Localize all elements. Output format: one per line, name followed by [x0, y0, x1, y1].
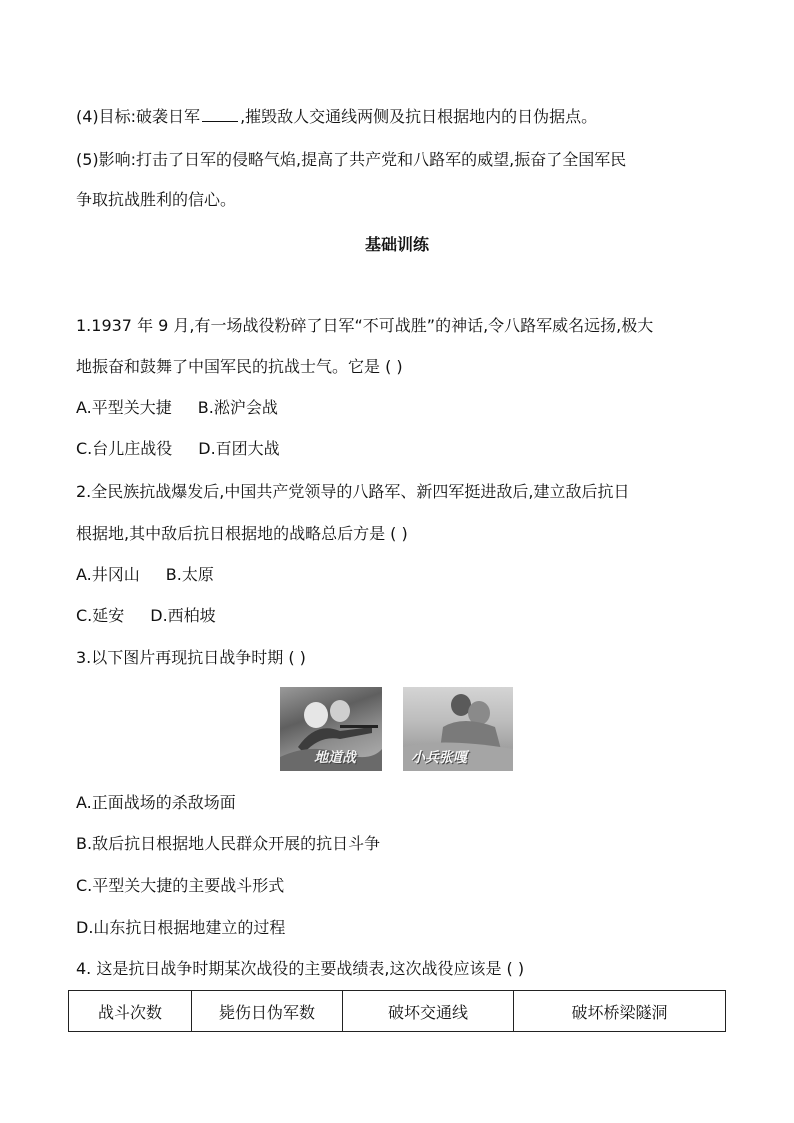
tunnel-warfare-image: [280, 687, 382, 771]
q1-options-row-1: [76, 398, 278, 418]
answer-blank: [202, 107, 238, 122]
q2-option-d[interactable]: D.西柏坡: [150, 606, 216, 625]
q2-line-2: 根据地,其中敌后抗日根据地的战略总后方是 ( ): [76, 524, 408, 543]
q2-line-1: 2.全民族抗战爆发后,中国共产党领导的八路军、新四军挺进敌后,建立敌后抗日: [76, 482, 630, 501]
q3-option-b[interactable]: B.敌后抗日根据地人民群众开展的抗日斗争: [76, 834, 381, 853]
q3-line-1: 3.以下图片再现抗日战争时期 ( ): [76, 648, 306, 667]
q2-option-b[interactable]: B.太原: [165, 565, 214, 584]
q2-options-row-2: [76, 606, 216, 626]
q1-options-row-2: [76, 439, 280, 459]
goal-suffix: ,摧毁敌人交通线两侧及抗日根据地内的日伪据点。: [240, 107, 598, 126]
q3-option-a[interactable]: A.正面战场的杀敌场面: [76, 793, 236, 812]
little-soldier-image: [403, 687, 513, 771]
q1-option-c[interactable]: C.台儿庄战役: [76, 439, 173, 458]
table-header-cell: 毙伤日伪军数: [192, 991, 343, 1032]
image1-caption: 地道战: [314, 750, 356, 766]
q3-option-d[interactable]: D.山东抗日根据地建立的过程: [76, 918, 286, 937]
q2-option-a[interactable]: A.井冈山: [76, 565, 140, 584]
q4-line-1: 4. 这是抗日战争时期某次战役的主要战绩表,这次战役应该是 ( ): [76, 959, 525, 978]
table-header-cell: 战斗次数: [69, 991, 192, 1032]
table-header-cell: 破坏桥梁隧洞: [514, 991, 726, 1032]
goal-prefix: (4)目标:破袭日军: [76, 107, 201, 126]
q1-line-1: 1.1937 年 9 月,有一场战役粉碎了日军“不可战胜”的神话,令八路军威名远扬,极大: [76, 316, 654, 335]
q1-option-b[interactable]: B.淞沪会战: [197, 398, 278, 417]
q1-option-d[interactable]: D.百团大战: [198, 439, 280, 458]
impact-line-2: 争取抗战胜利的信心。: [76, 190, 237, 209]
q3-option-c[interactable]: C.平型关大捷的主要战斗形式: [76, 876, 285, 895]
table-header-cell: 破坏交通线: [343, 991, 514, 1032]
q1-line-2: 地振奋和鼓舞了中国军民的抗战士气。它是 ( ): [76, 357, 403, 376]
q1-option-a[interactable]: A.平型关大捷: [76, 398, 172, 417]
table-header-row: [69, 991, 726, 1032]
q2-option-c[interactable]: C.延安: [76, 606, 125, 625]
impact-line-1: (5)影响:打击了日军的侵略气焰,提高了共产党和八路军的威望,振奋了全国军民: [76, 150, 627, 169]
image2-caption: 小兵张嘎: [411, 750, 467, 766]
q2-options-row-1: [76, 565, 214, 585]
battle-results-table: [68, 990, 726, 1032]
section-title: 基础训练: [364, 235, 429, 254]
goal-text: [76, 107, 597, 127]
